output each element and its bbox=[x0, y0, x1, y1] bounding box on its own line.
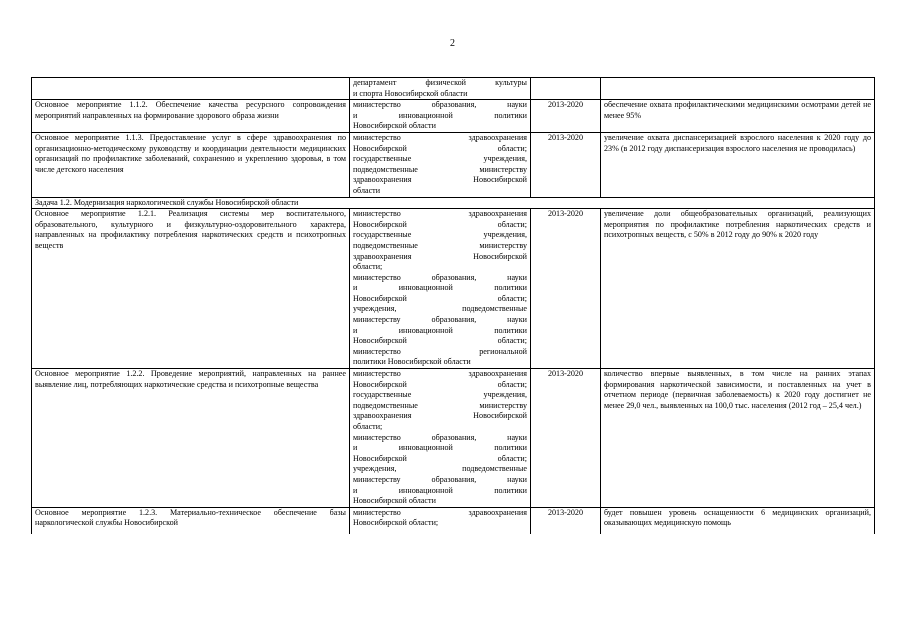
activity-cell: Основное мероприятие 1.1.3. Предоставление услуг в сфере здравоохранения по организационно-методическому руководству и координации деятельности медицинских организаций по профилактике заболеваний, сохранению и укреплению здоровья, в том числе детского населения bbox=[32, 132, 350, 197]
executor-line: и инновационной политики bbox=[353, 443, 527, 453]
result-cell: будет повышен уровень оснащенности 6 медицинских организаций, оказывающих медицинскую помощь bbox=[601, 507, 875, 534]
task-row bbox=[32, 197, 875, 209]
executor-line: министерство здравоохранения bbox=[353, 369, 527, 379]
activity-cell bbox=[32, 78, 350, 100]
table-body bbox=[32, 78, 875, 534]
executor-line: Новосибирской области; bbox=[353, 143, 527, 153]
table-row bbox=[32, 507, 875, 534]
executor-line: Новосибирской области; bbox=[353, 293, 527, 303]
executor-line: здравоохранения Новосибирской bbox=[353, 175, 527, 185]
period-cell: 2013-2020 bbox=[531, 100, 601, 133]
table-row bbox=[32, 100, 875, 133]
executor-line: государственные учреждения, bbox=[353, 230, 527, 240]
executor-line: Новосибирской области; bbox=[353, 219, 527, 229]
activity-cell: Основное мероприятие 1.1.2. Обеспечение качества ресурсного сопровождения мероприятий направленных на формирование здорового образа жизни bbox=[32, 100, 350, 133]
result-cell: увеличение охвата диспансеризацией взрослого населения к 2020 году до 23% (в 2012 году диспансеризация взрослого населения не проводилась) bbox=[601, 132, 875, 197]
table-row bbox=[32, 132, 875, 197]
activity-cell: Основное мероприятие 1.2.2. Проведение мероприятий, направленных на раннее выявление лиц, потребляющих наркотические средства и психотропные вещества bbox=[32, 369, 350, 508]
page-number: 2 bbox=[450, 38, 455, 49]
executor-line: здравоохранения Новосибирской bbox=[353, 251, 527, 261]
executors-cell bbox=[350, 369, 531, 508]
executor-line: и инновационной политики bbox=[353, 485, 527, 495]
executor-line: учреждения, подведомственные bbox=[353, 464, 527, 474]
program-activities-table bbox=[31, 77, 875, 534]
executor-line: Новосибирской области bbox=[353, 121, 436, 131]
executor-line: и инновационной политики bbox=[353, 283, 527, 293]
executor-line: области; bbox=[353, 422, 383, 431]
executor-line: Новосибирской области bbox=[353, 496, 436, 506]
executor-line: государственные учреждения, bbox=[353, 390, 527, 400]
executor-line: и спорта Новосибирской области bbox=[353, 88, 468, 98]
executor-line: области; bbox=[353, 262, 383, 272]
executors-cell bbox=[350, 209, 531, 369]
executor-line: министерство здравоохранения bbox=[353, 209, 527, 219]
executor-line: министерство образования, науки bbox=[353, 272, 527, 282]
period-cell: 2013-2020 bbox=[531, 209, 601, 369]
result-cell: количество впервые выявленных, в том числе на ранних этапах формирования наркотической зависимости, и поставленных на учет в отчетном периоде (первичная заболеваемость) к 2020 году достигнет не менее 29,0 чел., выявленных на 100,0 тыс. населения (2012 год – 25,4 чел.) bbox=[601, 369, 875, 508]
executor-line: и инновационной политики bbox=[353, 325, 527, 335]
executor-line: министерство здравоохранения bbox=[353, 507, 527, 517]
executor-line: подведомственные министерству bbox=[353, 164, 527, 174]
executor-line: министерство региональной bbox=[353, 346, 527, 356]
executor-line: министерство здравоохранения bbox=[353, 132, 527, 142]
executor-line: государственные учреждения, bbox=[353, 154, 527, 164]
period-cell: 2013-2020 bbox=[531, 507, 601, 534]
period-cell bbox=[531, 78, 601, 100]
result-cell: обеспечение охвата профилактическими медицинскими осмотрами детей не менее 95% bbox=[601, 100, 875, 133]
executor-line: и инновационной политики bbox=[353, 110, 527, 120]
executor-line: подведомственные министерству bbox=[353, 240, 527, 250]
table-row bbox=[32, 78, 875, 100]
executor-line: области bbox=[353, 185, 381, 195]
executor-line: политики Новосибирской области bbox=[353, 357, 471, 367]
executor-line: учреждения, подведомственные bbox=[353, 304, 527, 314]
executor-line: министерству образования, науки bbox=[353, 315, 527, 325]
task-heading: Задача 1.2. Модернизация наркологической службы Новосибирской области bbox=[32, 197, 875, 209]
executor-line: подведомственные министерству bbox=[353, 400, 527, 410]
period-cell: 2013-2020 bbox=[531, 132, 601, 197]
executor-line: министерство образования, науки bbox=[353, 432, 527, 442]
executors-cell bbox=[350, 507, 531, 534]
executor-line: Новосибирской области; bbox=[353, 453, 527, 463]
activity-cell: Основное мероприятие 1.2.3. Материально-техническое обеспечение базы наркологической службы Новосибирской bbox=[32, 507, 350, 534]
executor-line: департамент физической культуры bbox=[353, 78, 527, 87]
executor-line: министерство образования, науки bbox=[353, 100, 527, 110]
table-row bbox=[32, 209, 875, 369]
period-cell: 2013-2020 bbox=[531, 369, 601, 508]
executor-line: Новосибирской области; bbox=[353, 336, 527, 346]
executors-cell bbox=[350, 100, 531, 133]
executor-line: Новосибирской области; bbox=[353, 518, 439, 528]
executor-line: министерству образования, науки bbox=[353, 474, 527, 484]
result-cell: увеличение доли общеобразовательных организаций, реализующих мероприятия по профилактике потребления наркотических средств и психотропных веществ, с 50% в 2012 году до 90% к 2020 году bbox=[601, 209, 875, 369]
executors-cell bbox=[350, 78, 531, 100]
executor-line: Новосибирской области; bbox=[353, 379, 527, 389]
table-row bbox=[32, 369, 875, 508]
executor-line: здравоохранения Новосибирской bbox=[353, 411, 527, 421]
result-cell bbox=[601, 78, 875, 100]
executors-cell bbox=[350, 132, 531, 197]
activity-cell: Основное мероприятие 1.2.1. Реализация системы мер воспитательного, образовательного, культурного и физкультурно-оздоровительного характера, направленных на профилактику потребления наркотических средств и психотропных веществ bbox=[32, 209, 350, 369]
